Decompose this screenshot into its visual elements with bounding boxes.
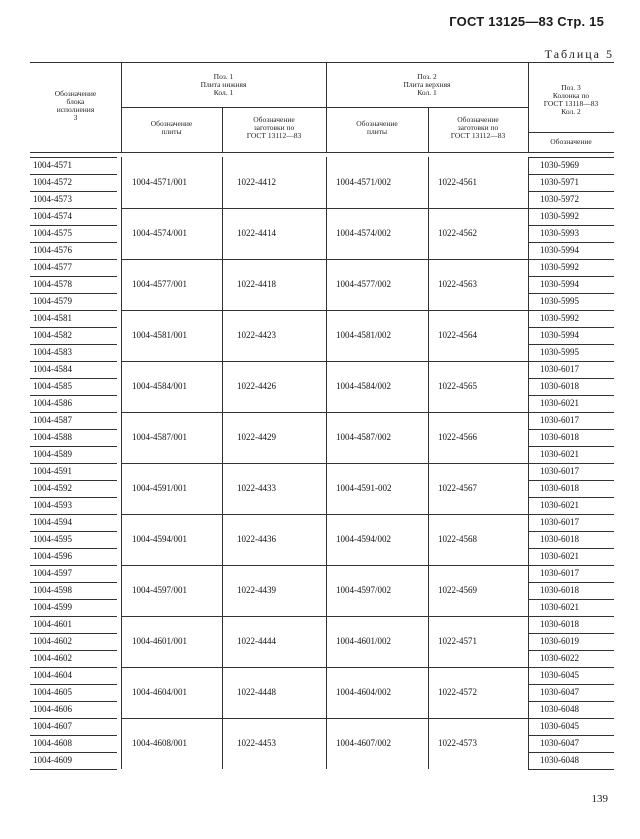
column-designation: 1030-6017 xyxy=(540,415,579,425)
block-designation: 1004-4576 xyxy=(33,245,72,255)
column-designation: 1030-5994 xyxy=(540,330,579,340)
column-designation: 1030-6018 xyxy=(540,619,579,629)
upper-blank-designation: 1022-4564 xyxy=(438,330,477,340)
column-designation: 1030-5992 xyxy=(540,211,579,221)
lower-plate-designation: 1004-4571/001 xyxy=(132,177,187,187)
column-designation: 1030-5972 xyxy=(540,194,579,204)
lower-plate-designation: 1004-4594/001 xyxy=(132,534,187,544)
table-rule xyxy=(121,259,528,260)
table-rule xyxy=(121,463,528,464)
lower-blank-designation: 1022-4436 xyxy=(237,534,276,544)
block-designation: 1004-4597 xyxy=(33,568,72,578)
table-rule xyxy=(528,132,614,133)
column-header-pos2-blank: Обозначение заготовки по ГОСТ 13112—83 xyxy=(450,115,506,140)
block-designation: 1004-4595 xyxy=(33,534,72,544)
upper-blank-designation: 1022-4567 xyxy=(438,483,477,493)
block-designation: 1004-4602 xyxy=(33,636,72,646)
page-number: 139 xyxy=(591,793,608,805)
upper-blank-designation: 1022-4573 xyxy=(438,738,477,748)
block-designation: 1004-4591 xyxy=(33,466,72,476)
upper-blank-designation: 1022-4563 xyxy=(438,279,477,289)
upper-blank-designation: 1022-4561 xyxy=(438,177,477,187)
upper-plate-designation: 1004-4591-002 xyxy=(336,483,392,493)
block-designation: 1004-4598 xyxy=(33,585,72,595)
page-header: ГОСТ 13125—83 Стр. 15 xyxy=(449,14,604,29)
lower-blank-designation: 1022-4429 xyxy=(237,432,276,442)
upper-plate-designation: 1004-4604/002 xyxy=(336,687,391,697)
upper-blank-designation: 1022-4566 xyxy=(438,432,477,442)
column-header-pos1-blank: Обозначение заготовки по ГОСТ 13112—83 xyxy=(246,115,302,140)
block-designation: 1004-4572 xyxy=(33,177,72,187)
lower-blank-designation: 1022-4418 xyxy=(237,279,276,289)
block-designation: 1004-4588 xyxy=(33,432,72,442)
block-designation: 1004-4596 xyxy=(33,551,72,561)
column-designation: 1030-6021 xyxy=(540,398,579,408)
block-designation: 1004-4605 xyxy=(33,687,72,697)
column-designation: 1030-6021 xyxy=(540,602,579,612)
block-designation: 1004-4582 xyxy=(33,330,72,340)
table-rule xyxy=(121,718,528,719)
upper-plate-designation: 1004-4594/002 xyxy=(336,534,391,544)
column-designation: 1030-5971 xyxy=(540,177,579,187)
column-designation: 1030-5992 xyxy=(540,313,579,323)
column-header-pos1-plate: Обозначение плиты xyxy=(150,119,193,136)
column-header-pos1: Поз. 1 Плита нижняя Кол. 1 xyxy=(200,72,247,97)
block-designation: 1004-4594 xyxy=(33,517,72,527)
block-designation: 1004-4585 xyxy=(33,381,72,391)
column-designation: 1030-6018 xyxy=(540,432,579,442)
column-designation: 1030-6017 xyxy=(540,568,579,578)
lower-plate-designation: 1004-4574/001 xyxy=(132,228,187,238)
column-designation: 1030-6047 xyxy=(540,687,579,697)
column-header-block: Обозначение блока исполнения 3 xyxy=(54,89,97,122)
column-designation: 1030-5993 xyxy=(540,228,579,238)
block-designation: 1004-4575 xyxy=(33,228,72,238)
block-designation: 1004-4608 xyxy=(33,738,72,748)
table-rule xyxy=(121,514,528,515)
column-designation: 1030-6021 xyxy=(540,500,579,510)
block-designation: 1004-4593 xyxy=(33,500,72,510)
lower-blank-designation: 1022-4423 xyxy=(237,330,276,340)
block-designation: 1004-4592 xyxy=(33,483,72,493)
block-designation: 1004-4579 xyxy=(33,296,72,306)
block-designation: 1004-4583 xyxy=(33,347,72,357)
lower-blank-designation: 1022-4426 xyxy=(237,381,276,391)
upper-plate-designation: 1004-4607/002 xyxy=(336,738,391,748)
upper-plate-designation: 1004-4587/002 xyxy=(336,432,391,442)
column-designation: 1030-5994 xyxy=(540,279,579,289)
lower-blank-designation: 1022-4453 xyxy=(237,738,276,748)
upper-plate-designation: 1004-4577/002 xyxy=(336,279,391,289)
lower-plate-designation: 1004-4584/001 xyxy=(132,381,187,391)
upper-blank-designation: 1022-4562 xyxy=(438,228,477,238)
table-rule xyxy=(121,107,528,108)
upper-plate-designation: 1004-4601/002 xyxy=(336,636,391,646)
lower-plate-designation: 1004-4577/001 xyxy=(132,279,187,289)
column-designation: 1030-6045 xyxy=(540,721,579,731)
column-designation: 1030-5995 xyxy=(540,296,579,306)
data-table xyxy=(30,62,614,770)
upper-blank-designation: 1022-4565 xyxy=(438,381,477,391)
table-rule xyxy=(121,616,528,617)
lower-blank-designation: 1022-4414 xyxy=(237,228,276,238)
lower-blank-designation: 1022-4412 xyxy=(237,177,276,187)
column-designation: 1030-6021 xyxy=(540,551,579,561)
column-designation: 1030-5994 xyxy=(540,245,579,255)
column-designation: 1030-6045 xyxy=(540,670,579,680)
column-header-pos2: Поз. 2 Плита верхняя Кол. 1 xyxy=(403,72,451,97)
table-label: Таблица 5 xyxy=(544,47,614,61)
table-rule xyxy=(121,412,528,413)
upper-plate-designation: 1004-4571/002 xyxy=(336,177,391,187)
column-designation: 1030-6048 xyxy=(540,704,579,714)
lower-plate-designation: 1004-4597/001 xyxy=(132,585,187,595)
table-rule xyxy=(528,157,529,769)
lower-blank-designation: 1022-4433 xyxy=(237,483,276,493)
lower-plate-designation: 1004-4581/001 xyxy=(132,330,187,340)
column-header-pos3-code: Обозначение xyxy=(550,137,592,146)
table-rule xyxy=(30,152,614,153)
column-designation: 1030-6018 xyxy=(540,534,579,544)
block-designation: 1004-4573 xyxy=(33,194,72,204)
table-rule xyxy=(222,157,223,769)
upper-plate-designation: 1004-4574/002 xyxy=(336,228,391,238)
column-designation: 1030-6017 xyxy=(540,466,579,476)
column-designation: 1030-6022 xyxy=(540,653,579,663)
table-rule xyxy=(121,565,528,566)
upper-blank-designation: 1022-4571 xyxy=(438,636,477,646)
block-designation: 1004-4607 xyxy=(33,721,72,731)
upper-blank-designation: 1022-4569 xyxy=(438,585,477,595)
table-rule xyxy=(121,667,528,668)
lower-blank-designation: 1022-4448 xyxy=(237,687,276,697)
block-designation: 1004-4578 xyxy=(33,279,72,289)
table-rule xyxy=(121,157,122,769)
table-rule xyxy=(528,769,614,770)
upper-plate-designation: 1004-4581/002 xyxy=(336,330,391,340)
block-designation: 1004-4586 xyxy=(33,398,72,408)
lower-plate-designation: 1004-4604/001 xyxy=(132,687,187,697)
block-designation: 1004-4604 xyxy=(33,670,72,680)
table-rule xyxy=(326,157,327,769)
upper-plate-designation: 1004-4584/002 xyxy=(336,381,391,391)
table-rule xyxy=(30,62,614,63)
column-designation: 1030-6048 xyxy=(540,755,579,765)
upper-blank-designation: 1022-4568 xyxy=(438,534,477,544)
block-designation: 1004-4602 xyxy=(33,653,72,663)
block-designation: 1004-4589 xyxy=(33,449,72,459)
table-rule xyxy=(30,769,117,770)
block-designation: 1004-4571 xyxy=(33,160,72,170)
column-designation: 1030-5995 xyxy=(540,347,579,357)
column-designation: 1030-5992 xyxy=(540,262,579,272)
column-designation: 1030-6018 xyxy=(540,483,579,493)
block-designation: 1004-4577 xyxy=(33,262,72,272)
column-designation: 1030-6017 xyxy=(540,364,579,374)
upper-plate-designation: 1004-4597/002 xyxy=(336,585,391,595)
lower-blank-designation: 1022-4444 xyxy=(237,636,276,646)
column-designation: 1030-6017 xyxy=(540,517,579,527)
lower-plate-designation: 1004-4591/001 xyxy=(132,483,187,493)
column-designation: 1030-5969 xyxy=(540,160,579,170)
column-designation: 1030-6019 xyxy=(540,636,579,646)
table-rule xyxy=(121,208,528,209)
table-rule xyxy=(428,157,429,769)
column-header-pos2-plate: Обозначение плиты xyxy=(356,119,398,136)
column-designation: 1030-6047 xyxy=(540,738,579,748)
table-rule xyxy=(121,361,528,362)
block-designation: 1004-4601 xyxy=(33,619,72,629)
lower-plate-designation: 1004-4608/001 xyxy=(132,738,187,748)
block-designation: 1004-4599 xyxy=(33,602,72,612)
upper-blank-designation: 1022-4572 xyxy=(438,687,477,697)
table-rule xyxy=(121,310,528,311)
lower-plate-designation: 1004-4587/001 xyxy=(132,432,187,442)
block-designation: 1004-4606 xyxy=(33,704,72,714)
block-designation: 1004-4609 xyxy=(33,755,72,765)
block-designation: 1004-4587 xyxy=(33,415,72,425)
column-designation: 1030-6018 xyxy=(540,381,579,391)
lower-plate-designation: 1004-4601/001 xyxy=(132,636,187,646)
column-designation: 1030-6021 xyxy=(540,449,579,459)
lower-blank-designation: 1022-4439 xyxy=(237,585,276,595)
column-designation: 1030-6018 xyxy=(540,585,579,595)
block-designation: 1004-4574 xyxy=(33,211,72,221)
block-designation: 1004-4584 xyxy=(33,364,72,374)
column-header-pos3: Поз. 3 Колонка по ГОСТ 13118—83 Кол. 2 xyxy=(543,83,599,116)
block-designation: 1004-4581 xyxy=(33,313,72,323)
